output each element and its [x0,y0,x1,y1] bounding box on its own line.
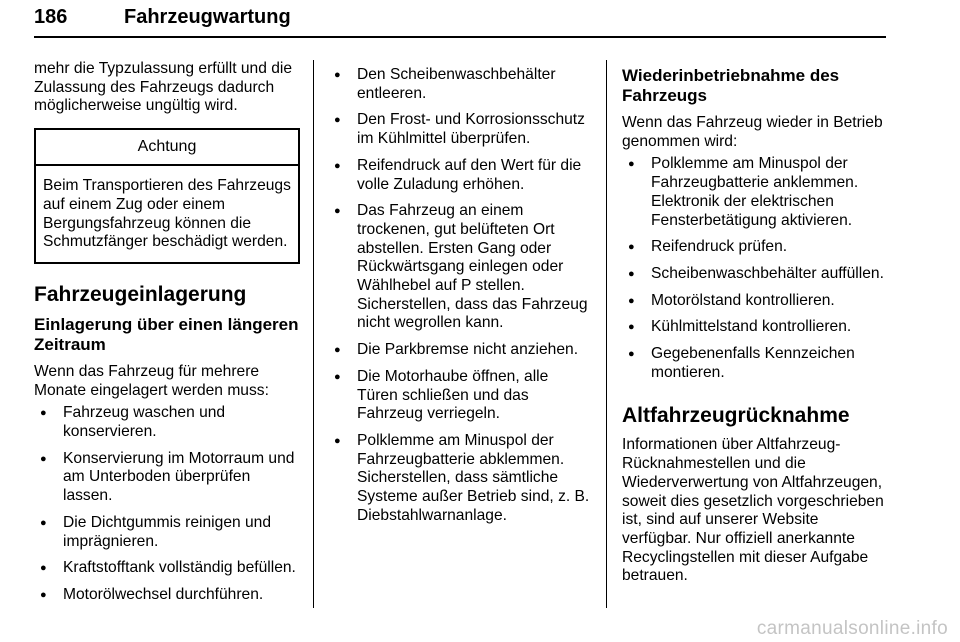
column-divider [313,60,314,608]
list-item: ● Motorölwechsel durchführen. [34,586,300,605]
list-item: ● Den Scheibenwaschbehälter entleeren. [328,66,592,103]
page-header [34,2,886,42]
list-item: ● Fahrzeug waschen und konservieren. [34,404,300,441]
list-item: ● Das Fahrzeug an einem trockenen, gut belüfteten Ort abstellen. Ersten Gang oder Rückwärtsgang einlegen oder Wählhebel auf P stellen. Sicherstellen, dass das Fahrzeug nicht wegrollen kann. [328,202,592,333]
list-item: ● Motorölstand kontrollieren. [622,292,890,311]
list-item: ● Die Motorhaube öffnen, alle Türen schließen und das Fahrzeug verriegeln. [328,368,592,424]
storage-lead: Wenn das Fahrzeug für mehrere Monate eingelagert werden muss: [34,362,269,399]
list-item: ● Die Dichtgummis reinigen und imprägnieren. [34,514,300,551]
list-item: ● Polklemme am Minuspol der Fahrzeugbatterie abklemmen. Sicherstellen, dass sämtliche Systeme außer Betrieb sind, z. B. Diebstahlwarnanlage. [328,432,592,526]
page-number: 186 [34,6,68,28]
list-item: ● Den Frost- und Korrosionsschutz im Kühlmittel überprüfen. [328,111,592,148]
list-item: ● Polklemme am Minuspol der Fahrzeugbatterie anklemmen. Elektronik der elektrischen Fensterbetätigung aktivieren. [622,155,890,230]
list-item: ● Kraftstofftank vollständig befüllen. [34,559,300,578]
header-rule [34,36,886,38]
storage-list [34,404,300,604]
intro-paragraph: mehr die Typzulassung erfüllt und die Zulassung des Fahrzeugs dadurch möglicherweise ungültig wird. [34,60,293,115]
storage-list-continued [328,66,592,525]
list-item: ● Reifendruck prüfen. [622,238,890,257]
section-title-end-of-life: Altfahrzeugrücknahme [622,404,850,428]
recommission-lead: Wenn das Fahrzeug wieder in Betrieb genommen wird: [622,114,883,150]
watermark: carmanualsonline.info [756,618,948,639]
warning-text: Beim Transportieren des Fahrzeugs auf einem Zug oder einem Bergungsfahrzeug können die Schmutzfänger beschädigt werden. [43,177,291,251]
section-title-storage: Fahrzeugeinlagerung [34,282,247,306]
warning-title: Achtung [36,130,298,166]
warning-box [34,128,300,264]
list-item: ● Reifendruck auf den Wert für die volle Zuladung erhöhen. [328,157,592,194]
list-item: ● Konservierung im Motorraum und am Unterboden überprüfen lassen. [34,450,300,506]
subsection-title-long-term: Einlagerung über einen längeren Zeitraum [34,314,299,354]
chapter-title: Fahrzeugwartung [124,6,291,28]
column-3 [622,60,890,586]
recommission-list [622,155,890,382]
list-item: ● Scheibenwaschbehälter auffüllen. [622,265,890,284]
list-item: ● Die Parkbremse nicht anziehen. [328,341,592,360]
column-1 [34,60,300,613]
list-item: ● Kühlmittelstand kontrollieren. [622,318,890,337]
end-of-life-paragraph: Informationen über Altfahrzeug-Rücknahmestellen und die Wiederverwertung von Altfahrzeugen, soweit dies gesetzlich vorgeschrieben ist, sind auf unserer Website verfügbar. Nur offiziell anerkannte Recyclingstellen mit dieser Aufgabe betrauen. [622,436,884,585]
column-divider [606,60,607,608]
column-2 [328,60,592,533]
subsection-title-recommission: Wiederinbetriebnahme des Fahrzeugs [622,66,840,105]
list-item: ● Gegebenenfalls Kennzeichen montieren. [622,345,890,382]
